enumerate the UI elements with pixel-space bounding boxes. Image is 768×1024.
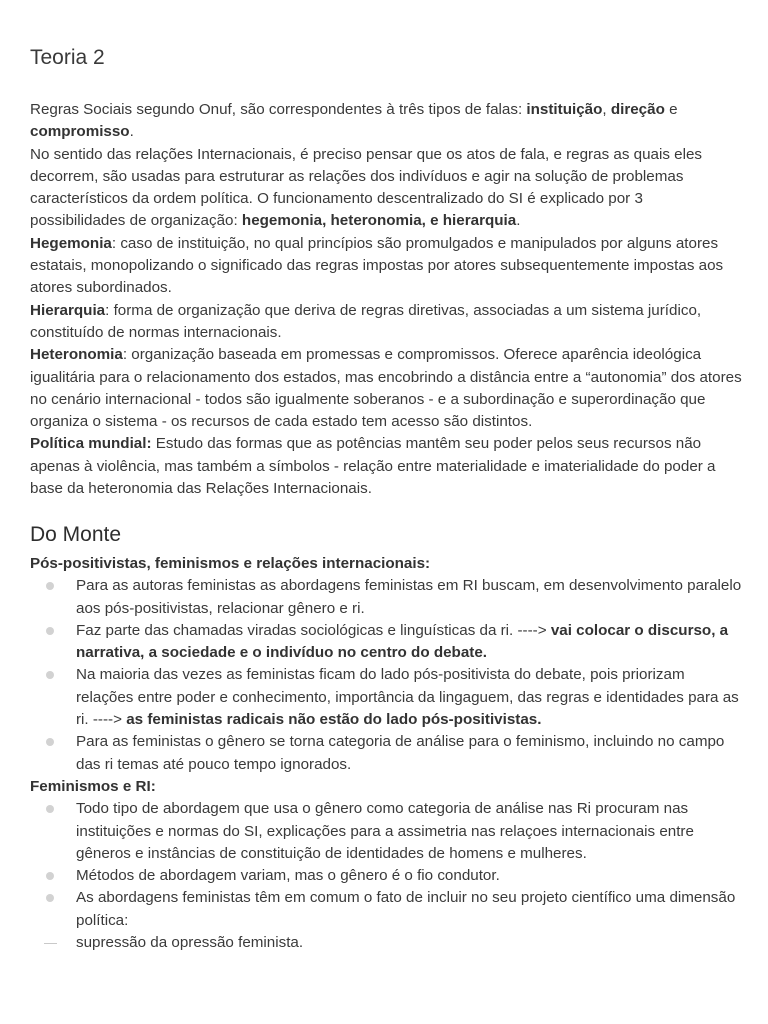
dash-marker-icon: [44, 943, 57, 944]
text-run: Regras Sociais segundo Onuf, são correspondentes à três tipos de falas:: [30, 101, 527, 118]
subheading-text: Feminismos e RI:: [30, 777, 156, 795]
list-item: [30, 865, 742, 887]
list-item-text: Na maioria das vezes as feministas ficam do lado pós-positivista do debate, pois priorizam relações entre poder e conhecimento, importância da lingaguem, das regras e identidades para as ri. ---->: [76, 666, 739, 729]
paragraph-onuf: [30, 99, 742, 144]
paragraph-politica-mundial: [30, 433, 742, 500]
bullet-dot-icon: [46, 582, 54, 590]
list-item-text: Para as feministas o gênero se torna categoria de análise para o feminismo, incluindo no campo das ri temas até pouco tempo ignorados.: [76, 733, 725, 773]
term-hierarquia: Hierarquia: [30, 301, 106, 319]
list-item: [30, 932, 742, 954]
definition-hierarquia: : forma de organização que deriva de regras diretivas, associadas a um sistema jurídico, constituído de normas internacionais.: [30, 301, 702, 341]
list-item-text: supressão da opressão feminista.: [76, 934, 304, 952]
list-item-bold: as feministas radicais não estão do lado pós-positivistas.: [126, 711, 542, 729]
bullet-dot-icon: [46, 738, 54, 746]
bold-run: hegemonia, heteronomia, e hierarquia: [241, 212, 517, 230]
definition-hegemonia: : caso de instituição, no qual princípios são promulgados e manipulados por alguns atores estatais, monopolizando o significado das regras impostas por atores subsequentemente impostas aos atores subordinados.: [30, 234, 724, 297]
list-item-bold: vai colocar o discurso, a narrativa, a sociedade e o indivíduo no centro do debate.: [76, 621, 729, 662]
term-politica-mundial: Política mundial:: [30, 435, 152, 453]
list-item: [30, 575, 742, 620]
subheading-pos-positivistas: [30, 553, 742, 575]
list-item: [30, 798, 742, 865]
bullet-dot-icon: [46, 872, 54, 880]
teoria-body: [30, 99, 742, 500]
bullet-list-feminismos-ri: [30, 798, 742, 954]
subheading-text: Pós-positivistas, feminismos e relações internacionais:: [30, 555, 431, 572]
definition-politica-mundial: Estudo das formas que as potências mantêm seu poder pelos seus recursos não apenas à violência, mas também a símbolos - relação entre materialidade e imaterialidade do poder a base da heteronomia das Relações Internacionais.: [30, 435, 716, 498]
list-item: [30, 664, 742, 731]
term-heteronomia: Heteronomia: [30, 346, 123, 364]
list-item-text: Faz parte das chamadas viradas sociológicas e linguísticas da ri. ---->: [76, 621, 551, 639]
subheading-feminismos-ri: [30, 776, 742, 798]
definition-heteronomia: : organização baseada em promessas e compromissos. Oferece aparência ideológica igualitária para o relacionamento dos estados, mas encobrindo a distância entre a “autonomia” dos atores no cenário internacional - todos são igualmente soberanos - e a subordinação e superordinação que organiza o sistema - os recursos de cada estado tem acesso são distintos.: [30, 346, 742, 431]
do-monte-body: [30, 553, 742, 954]
bold-run: direção: [610, 101, 665, 118]
bullet-dot-icon: [46, 627, 54, 635]
text-run: e: [664, 101, 678, 118]
term-hegemonia: Hegemonia: [30, 234, 112, 252]
section-title-do-monte: Do Monte: [30, 523, 122, 546]
list-item-text: As abordagens feministas têm em comum o fato de incluir no seu projeto científico uma dimensão política:: [76, 889, 736, 929]
list-item: [30, 887, 742, 932]
text-run: No sentido das relações Internacionais, é preciso pensar que os atos de fala, e regras as quais eles decorrem, são usadas para estruturar as relações dos indivíduos e agir na solução de problemas característicos da ordem política. O funcionamento descentralizado do SI é explicado por 3 possibilidades de organização:: [30, 145, 703, 230]
list-item-text: Métodos de abordagem variam, mas o gênero é o fio condutor.: [76, 867, 500, 885]
paragraph-hierarquia: [30, 300, 742, 345]
bullet-dot-icon: [46, 671, 54, 679]
paragraph-hegemonia: [30, 233, 742, 300]
bullet-list-pos-positivistas: [30, 575, 742, 776]
bullet-dot-icon: [46, 805, 54, 813]
bullet-dot-icon: [46, 894, 54, 902]
bold-run: compromisso: [30, 123, 130, 141]
list-item: [30, 620, 742, 665]
text-run: .: [516, 212, 521, 230]
list-item-text: Para as autoras feministas as abordagens feministas em RI buscam, em desenvolvimento paralelo aos pós-positivistas, relacionar gênero e ri.: [76, 577, 742, 617]
text-run: .: [129, 123, 134, 141]
paragraph-ri: [30, 144, 742, 233]
list-item-text: Todo tipo de abordagem que usa o gênero como categoria de análise nas Ri procuram nas instituições e normas do SI, explicações para a assimetria nas relaçoes internacionais entre gêneros e instâncias de constituição de identidades de homens e mulheres.: [76, 800, 694, 862]
list-item: [30, 731, 742, 776]
section-title-teoria: Teoria 2: [30, 46, 105, 69]
paragraph-heteronomia: [30, 344, 742, 433]
bold-run: instituição: [526, 101, 603, 118]
text-run: ,: [602, 101, 611, 118]
